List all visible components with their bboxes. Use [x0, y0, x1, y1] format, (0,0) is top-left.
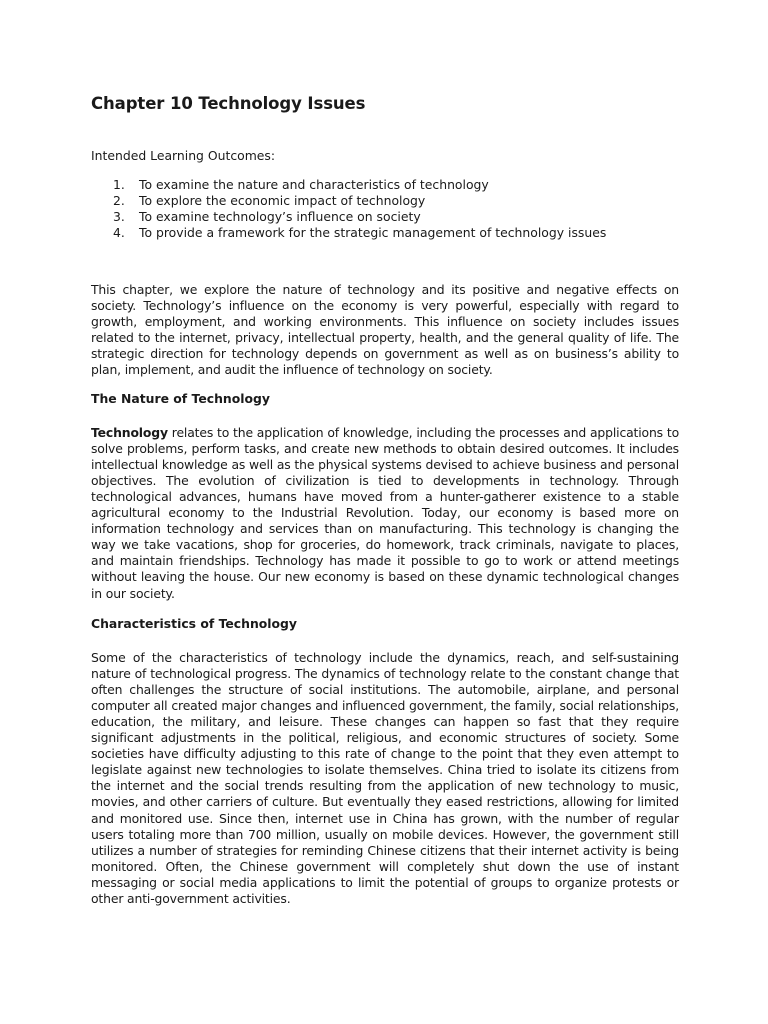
- outcome-item: [91, 225, 679, 241]
- outcome-item: [91, 209, 679, 225]
- outcome-number: 1.: [113, 177, 125, 192]
- outcome-text: To examine the nature and characteristics of technology: [139, 177, 489, 192]
- nature-paragraph-text: relates to the application of knowledge, including the processes and applications to solve problems, perform tasks, and create new methods to obtain desired outcomes. It includes intellectual knowledge as well as the physical systems devised to achieve business and personal objectives. The evolution of civilization is tied to developments in technology. Through technological advances, humans have moved from a hunter-gatherer existence to a stable agricultural economy to the Industrial Revolution. Today, our economy is based more on information technology and services than on manufacturing. This technology is changing the way we take vacations, shop for groceries, do homework, track criminals, navigate to places, and maintain friendships. Technology has made it possible to go to work or attend meetings without leaving the house. Our new economy is based on these dynamic technological changes in our society.: [91, 424, 679, 601]
- outcomes-intro: Intended Learning Outcomes:: [91, 148, 276, 163]
- nature-paragraph: [91, 425, 679, 602]
- outcomes-list: [91, 177, 679, 241]
- characteristics-paragraph: Some of the characteristics of technology include the dynamics, reach, and self-sustaining nature of technological progress. The dynamics of technology relate to the constant change that often challenges the structure of social institutions. The automobile, airplane, and personal computer all created major changes and influenced government, the family, social relationships, education, the military, and leisure. These changes can happen so fast that they require significant adjustments in the political, religious, and economic structures of society. Some societies have difficulty adjusting to this rate of change to the point that they even attempt to legislate against new technologies to isolate themselves. China tried to isolate its citizens from the internet and the social trends resulting from the application of new technology to music, movies, and other carriers of culture. But eventually they eased restrictions, allowing for limited and monitored use. Since then, internet use in China has grown, with the number of regular users totaling more than 700 million, usually on mobile devices. However, the government still utilizes a number of strategies for reminding Chinese citizens that their internet activity is being monitored. Often, the Chinese government will completely shut down the use of instant messaging or social media applications to limit the potential of groups to organize protests or other anti-government activities.: [91, 649, 679, 906]
- technology-term: Technology: [91, 424, 168, 440]
- outcome-text: To examine technology’s influence on society: [139, 209, 421, 224]
- outcome-number: 3.: [113, 209, 125, 224]
- chapter-title: Chapter 10 Technology Issues: [91, 94, 366, 113]
- outcome-text: To provide a framework for the strategic management of technology issues: [139, 225, 607, 240]
- section-heading-nature: The Nature of Technology: [91, 390, 270, 406]
- outcome-item: [91, 193, 679, 209]
- outcome-number: 4.: [113, 225, 125, 240]
- outcome-text: To explore the economic impact of technology: [139, 193, 426, 208]
- outcome-item: [91, 177, 679, 193]
- outcome-number: 2.: [113, 193, 125, 208]
- intro-paragraph: This chapter, we explore the nature of technology and its positive and negative effects on society. Technology’s influence on the economy is very powerful, especially with regard to growth, employment, and working environments. This influence on society includes issues related to the internet, privacy, intellectual property, health, and the general quality of life. The strategic direction for technology depends on government as well as on business’s ability to plan, implement, and audit the influence of technology on society.: [91, 282, 679, 378]
- section-heading-characteristics: Characteristics of Technology: [91, 615, 297, 631]
